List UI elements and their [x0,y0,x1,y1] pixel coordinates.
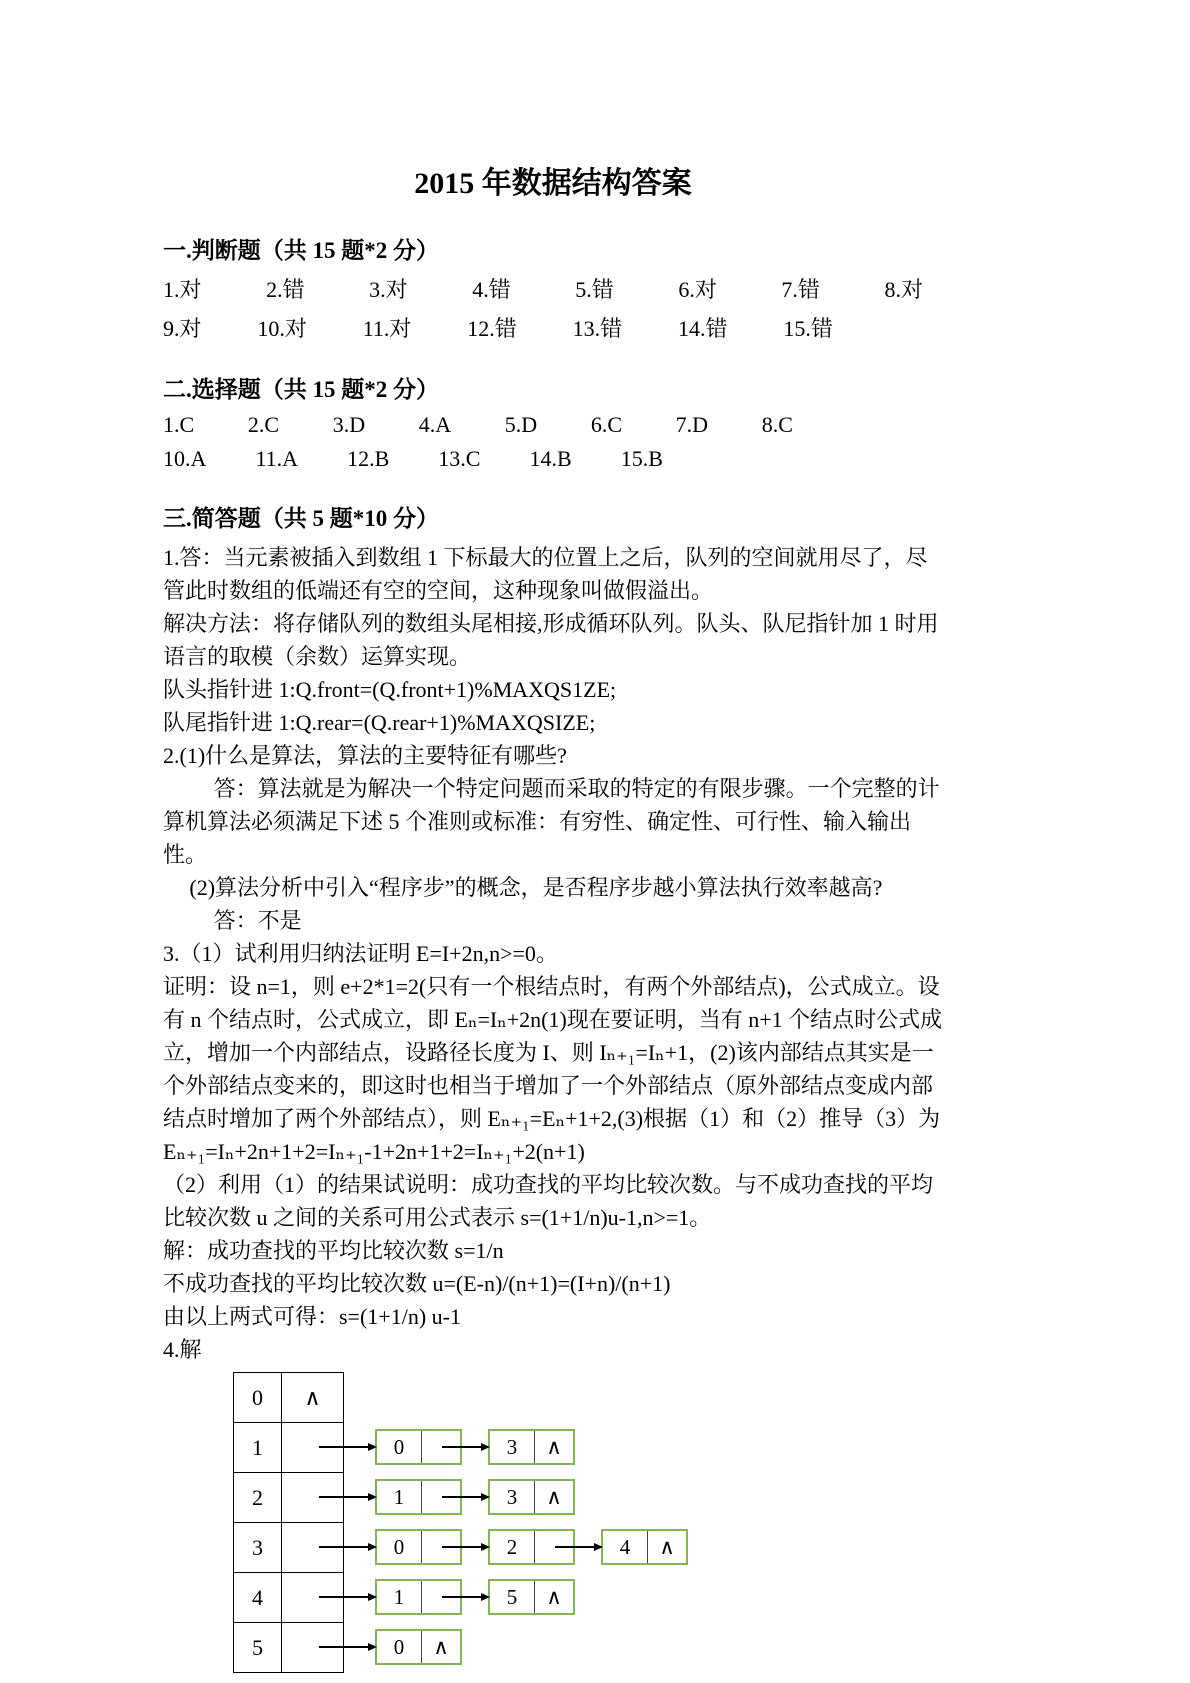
table-null-cell: ∧ [282,1373,344,1423]
answer-item: 15.错 [783,316,833,341]
answer-item: 2.错 [266,277,305,302]
para-question-3-2: （2）利用（1）的结果试说明：成功查找的平均比较次数。与不成功查找的平均比较次数 u 之间的关系可用公式表示 s=(1+1/n)u-1,n>=1。 [163,1172,934,1230]
answer-item: 1.对 [163,277,202,302]
node-value-cell: 0 [377,1431,422,1463]
answer-item: 4.A [418,412,452,437]
arrow-icon [319,1546,375,1548]
linked-list-row [319,1429,575,1465]
node-value-cell: 1 [377,1481,422,1513]
node-value-cell: 0 [377,1631,422,1663]
para-rear-pointer-code: 队尾指针进 1:Q.rear=(Q.rear+1)%MAXQSIZE; [163,710,596,735]
answer-item: 5.错 [575,277,614,302]
table-index-cell: 0 [234,1373,282,1423]
arrow-icon [442,1446,488,1448]
section-choice-heading: 二.选择题（共 15 题*2 分） [163,377,439,402]
para-solution-3-2-b: 不成功查找的平均比较次数 u=(E-n)/(n+1)=(I+n)/(n+1) [163,1271,671,1296]
arrow-icon [319,1646,375,1648]
answer-item: 1.C [163,412,195,437]
para-question-2-1: 2.(1)什么是算法，算法的主要特征有哪些? [163,743,567,768]
document-content [163,158,943,1683]
para-solution-3-2-a: 解：成功查找的平均比较次数 s=1/n [163,1238,504,1263]
table-index-cell: 1 [234,1423,282,1473]
para-answer-2-2: 答：不是 [213,908,302,933]
answer-item: 9.对 [163,316,202,341]
section-short-answer [163,500,943,1683]
answer-item: 6.对 [678,277,717,302]
answer-item: 7.D [675,412,709,437]
node-value-cell: 1 [377,1581,422,1613]
table-index-cell: 3 [234,1523,282,1573]
answer-item: 11.对 [362,316,412,341]
answer-item: 12.错 [467,316,517,341]
answer-item: 13.C [438,446,481,471]
adjacency-table [233,1372,344,1673]
answer-item: 8.C [761,412,793,437]
answer-item: 2.C [247,412,280,437]
node-value-cell: 3 [490,1481,535,1513]
answer-item: 5.D [504,412,538,437]
table-index-cell: 2 [234,1473,282,1523]
arrow-icon [319,1446,375,1448]
arrow-icon [319,1596,375,1598]
answer-item: 12.B [347,446,390,471]
answer-item: 8.对 [884,277,923,302]
node-null-cell: ∧ [546,1484,562,1509]
table-index-cell: 4 [234,1573,282,1623]
linked-list-row [319,1529,688,1565]
node-null-cell: ∧ [433,1634,449,1659]
linked-list-row [319,1579,575,1615]
node-null-cell: ∧ [659,1534,675,1559]
section-choice [163,371,943,472]
answer-item: 3.D [332,412,366,437]
node-value-cell: 3 [490,1431,535,1463]
answer-item: 13.错 [572,316,623,341]
node-null-cell: ∧ [546,1434,562,1459]
list-node [488,1429,575,1465]
linked-list-row [319,1629,462,1665]
para-front-pointer-code: 队头指针进 1:Q.front=(Q.front+1)%MAXQS1ZE; [163,677,617,702]
arrow-icon [555,1546,601,1548]
para-question-3-1: 3.（1）试利用归纳法证明 E=I+2n,n>=0。 [163,941,558,966]
adjacency-table-row [234,1373,344,1423]
node-value-cell: 5 [490,1581,535,1613]
para-solution-3-2-c: 由以上两式可得：s=(1+1/n) u-1 [163,1304,461,1329]
arrow-icon [442,1596,488,1598]
answer-item: 10.A [163,446,207,471]
para-proof-3-1: 证明：设 n=1，则 e+2*1=2(只有一个根结点时，有两个外部结点)，公式成立。设有 n 个结点时，公式成立，即 Eₙ=Iₙ+2n(1)现在要证明，当有 n+1 个结点时公式成立，增加一个内部结点，设路径长度为 I、则 Iₙ₊₁=Iₙ+1，(2)该内部结点其实是一个外部结点变来的，即这时也相当于增加了一个外部结点（原外部结点变成内部结点时增加了两个外部结点），则 Eₙ₊₁=Eₙ+1+2,(3)根据（1）和（2）推导（3）为 Eₙ₊₁=Iₙ+2n+1+2=Iₙ₊₁-1+2n+1+2=Iₙ₊₁+2(n+1) [163,974,943,1164]
adjacency-list-diagram [233,1372,873,1683]
para-question-4: 4.解 [163,1337,202,1362]
answer-item: 14.B [529,446,572,471]
para-answer-1: 1.答：当元素被插入到数组 1 下标最大的位置上之后，队列的空间就用尽了，尽管此时数组的低端还有空的空间，这种现象叫做假溢出。 [163,545,928,603]
answer-item: 3.对 [369,277,408,302]
para-question-2-2: (2)算法分析中引入“程序步”的概念，是否程序步越小算法执行效率越高? [189,875,883,900]
choice-answers-row-2 [163,446,663,472]
answer-item: 14.错 [678,316,728,341]
page-title: 2015 年数据结构答案 [414,167,692,200]
list-node [601,1529,688,1565]
judgment-answers-row-1 [163,273,923,304]
judgment-answers-row-2 [163,312,833,343]
para-solution-method: 解决方法：将存储队列的数组头尾相接,形成循环队列。队头、队尼指针加 1 时用语言的取模（余数）运算实现。 [163,611,939,669]
choice-answers-row-1 [163,412,793,438]
list-node [488,1579,575,1615]
node-value-cell: 4 [603,1531,648,1563]
list-node [375,1629,462,1665]
arrow-icon [442,1496,488,1498]
list-node [488,1479,575,1515]
arrow-icon [442,1546,488,1548]
arrow-icon [319,1496,375,1498]
section-judgment [163,232,943,343]
linked-list-row [319,1479,575,1515]
node-null-cell: ∧ [546,1584,562,1609]
section-short-answer-heading: 三.简答题（共 5 题*10 分） [163,506,439,531]
answer-item: 11.A [255,446,299,471]
para-answer-2-1: 答：算法就是为解决一个特定问题而采取的特定的有限步骤。一个完整的计算机算法必须满足下述 5 个准则或标准：有穷性、确定性、可行性、输入输出性。 [163,776,940,867]
section-judgment-heading: 一.判断题（共 15 题*2 分） [163,238,439,263]
node-value-cell: 0 [377,1531,422,1563]
answer-item: 15.B [620,446,663,471]
answer-item: 10.对 [257,316,307,341]
answer-item: 4.错 [472,277,511,302]
answer-item: 7.错 [781,277,820,302]
table-index-cell: 5 [234,1623,282,1673]
node-value-cell: 2 [490,1531,535,1563]
answer-item: 6.C [590,412,623,437]
